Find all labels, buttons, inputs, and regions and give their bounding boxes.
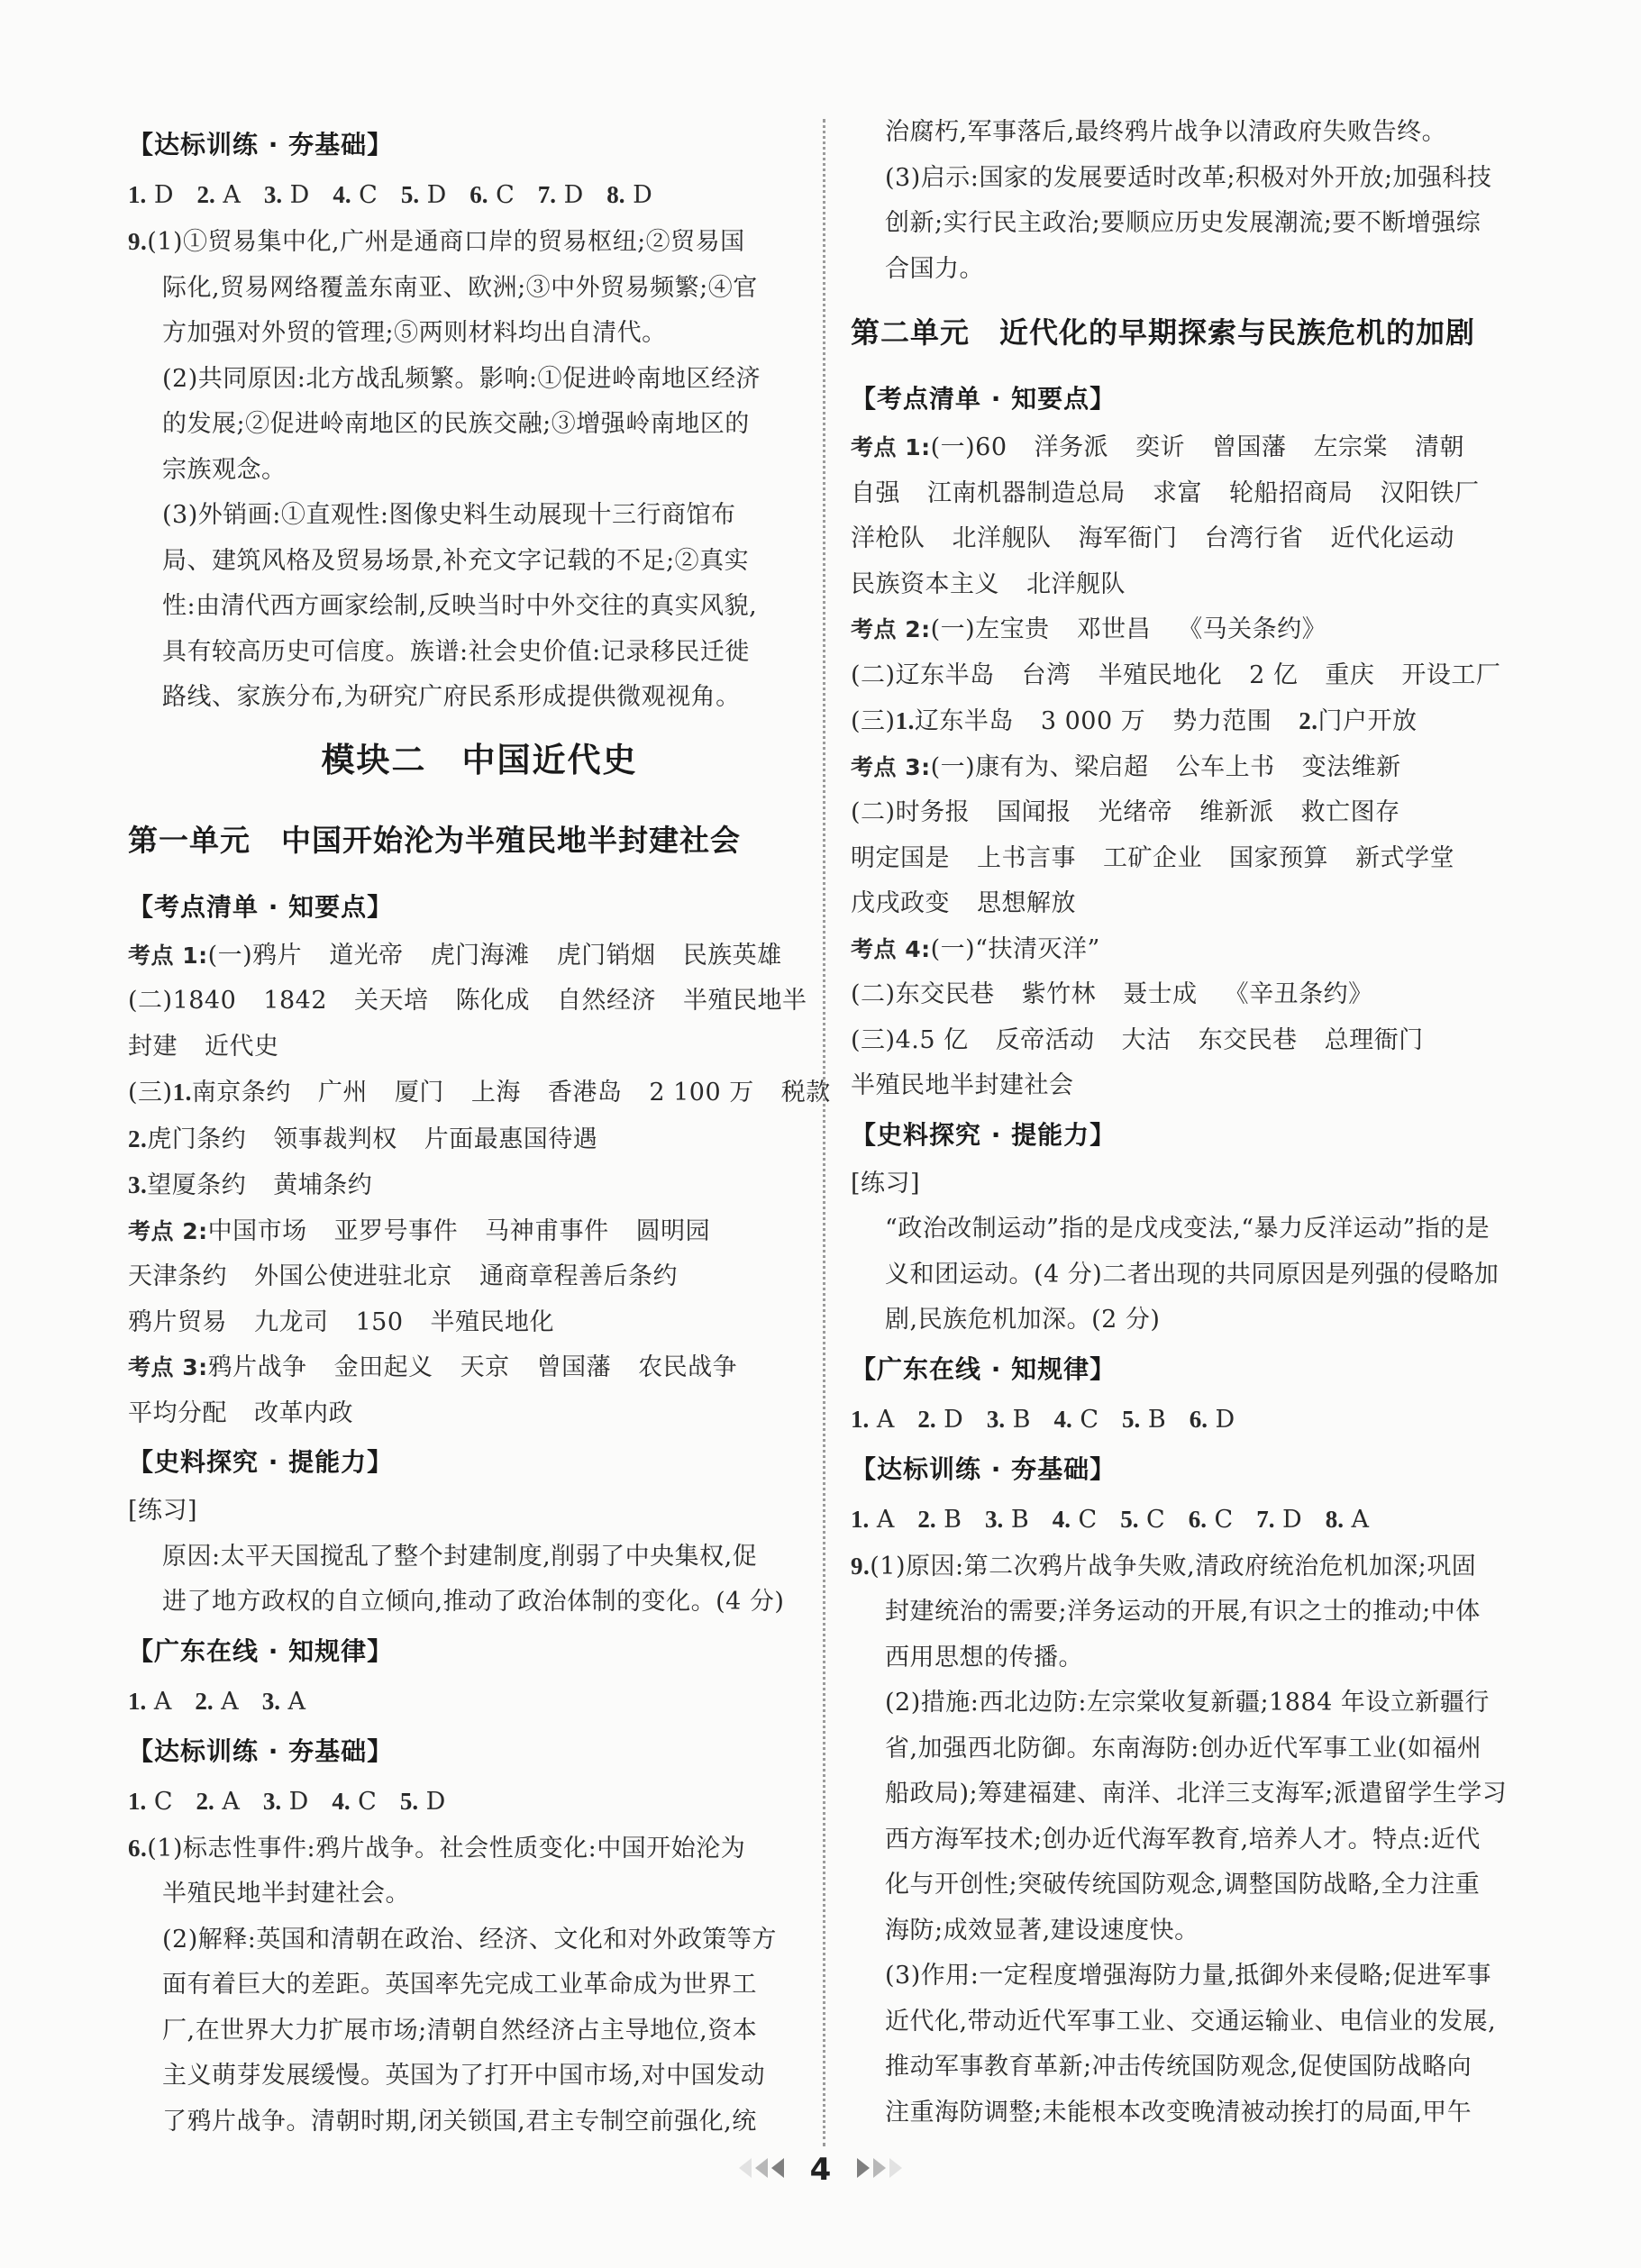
term: (一)康有为、梁启超 — [930, 752, 1149, 781]
answer-item: 2. A — [196, 181, 241, 209]
key-point-label: 考点 1: — [128, 942, 208, 969]
term: 新式学堂 — [1355, 843, 1454, 872]
section-heading-practice-basics: 【达标训练 · 夯基础】 — [128, 1735, 394, 1766]
term: 金田起义 — [333, 1353, 433, 1381]
term: 九龙司 — [254, 1307, 329, 1336]
answer-item: 3. B — [986, 1405, 1031, 1434]
section-heading-key-points: 【考点清单 · 知要点】 — [128, 891, 394, 922]
term: 北洋舰队 — [952, 524, 1052, 552]
answer-item: 5. D — [400, 181, 447, 209]
term: 2 亿 — [1249, 660, 1299, 689]
answer-item: 7. D — [1256, 1505, 1302, 1534]
answer-item: 1. D — [128, 181, 174, 209]
key-point-2 — [128, 1209, 831, 1255]
term: (一)左宝贵 — [930, 615, 1050, 643]
section-heading-guangdong-online: 【广东在线 · 知规律】 — [128, 1635, 394, 1666]
term: 平均分配 — [128, 1398, 227, 1427]
answer-text-line: 海防;成效显著,建设速度快。 — [885, 1916, 1199, 1945]
term: 税款 — [780, 1079, 831, 1107]
term: 曾国藩 — [536, 1353, 612, 1381]
key-point-label: 考点 4: — [851, 935, 931, 962]
practice-label: [练习] — [128, 1497, 198, 1525]
term: 国家预算 — [1229, 843, 1328, 872]
term: 公车上书 — [1175, 752, 1275, 781]
item-number: 2. — [1299, 707, 1318, 734]
term: 上海 — [470, 1079, 521, 1107]
term: 大沽 — [1121, 1025, 1171, 1054]
term: 变法维新 — [1301, 752, 1401, 781]
key-point-line — [128, 1254, 831, 1300]
term: 明定国是 — [851, 843, 950, 872]
term: 海军衙门 — [1078, 524, 1178, 552]
term: 维新派 — [1199, 798, 1274, 826]
term: (三)4.5 亿 — [851, 1025, 969, 1054]
term: 鸦片贸易 — [128, 1307, 227, 1336]
key-point-label: 考点 2: — [128, 1217, 208, 1244]
key-point-line — [128, 1070, 831, 1116]
item-number: 3. — [128, 1171, 148, 1198]
answer-text-line: (3)启示:国家的发展要适时改革;积极对外开放;加强科技 — [885, 163, 1492, 192]
term: 总理衙门 — [1324, 1025, 1424, 1054]
term: 重庆 — [1325, 660, 1375, 689]
term: (一)鸦片 — [207, 941, 303, 970]
key-point-1 — [128, 934, 831, 979]
answer-item: 6. C — [1188, 1505, 1234, 1534]
key-point-line — [851, 698, 1554, 745]
answer-item: 4. C — [1053, 1405, 1099, 1434]
answer-text-line: 的发展;②促进岭南地区的民族交融;③增强岭南地区的 — [162, 410, 750, 438]
term: 虎门海滩 — [430, 941, 530, 970]
term: 圆明园 — [635, 1216, 711, 1245]
right-arrows-icon — [855, 2158, 904, 2181]
section-heading-practice-basics: 【达标训练 · 夯基础】 — [128, 130, 394, 159]
answer-text-line: (3)作用:一定程度增强海防力量,抵御外来侵略;促进军事 — [885, 1962, 1492, 1990]
term: 轮船招商局 — [1229, 478, 1354, 507]
key-point-1 — [851, 425, 1554, 471]
term: 台湾行省 — [1204, 524, 1304, 552]
answer-list — [128, 1678, 831, 1726]
key-point-line — [851, 790, 1554, 836]
term: 近代化运动 — [1330, 524, 1454, 552]
key-point-label: 考点 3: — [128, 1354, 208, 1380]
term: 救亡图存 — [1300, 798, 1400, 826]
term: 北洋舰队 — [1026, 569, 1126, 598]
practice-label: [练习] — [851, 1169, 921, 1198]
answer-item: 1. A — [851, 1505, 895, 1534]
answer-item: 6. D — [1189, 1405, 1235, 1434]
term: 天津条约 — [128, 1262, 227, 1290]
term: 半殖民地半封建社会 — [851, 1071, 1074, 1099]
term: 洋枪队 — [851, 524, 925, 552]
key-point-line — [851, 881, 1554, 927]
answer-text-line: 具有较高历史可信度。族谱:社会史价值:记录移民迁徙 — [162, 637, 750, 666]
answer-item: 2. A — [195, 1687, 239, 1716]
key-point-4 — [851, 927, 1554, 973]
term: 黄埔条约 — [273, 1171, 373, 1199]
answer-item: 2. D — [917, 1405, 963, 1434]
answer-text-line: 合国力。 — [885, 254, 984, 283]
key-point-label: 考点 2: — [851, 616, 931, 642]
key-point-3 — [851, 745, 1554, 791]
key-point-line — [128, 979, 831, 1025]
answer-text-line: 半殖民地半封建社会。 — [162, 1880, 410, 1908]
term: (一)60 — [930, 433, 1007, 461]
answer-text-line: 船政局);筹建福建、南洋、北洋三支海军;派遣留学生学习 — [885, 1780, 1508, 1808]
key-point-line — [851, 1063, 1554, 1109]
term: 思想解放 — [977, 889, 1076, 917]
term: 聂士成 — [1123, 980, 1198, 1008]
answer-text-line: (2)共同原因:北方战乱频繁。影响:①促进岭南地区经济 — [162, 364, 761, 393]
term: 国闻报 — [997, 798, 1071, 826]
answer-text-line: 性:由清代西方画家绘制,反映当时中外交往的真实风貌, — [162, 592, 758, 620]
term: 150 — [355, 1307, 404, 1336]
answer-text-line: 注重海防调整;未能根本改变晚清被动挨打的局面,甲午 — [885, 2098, 1472, 2127]
term: 领事裁判权 — [273, 1125, 397, 1153]
answer-text-line: (2)解释:英国和清朝在政治、经济、文化和对外政策等方 — [162, 1925, 777, 1954]
term: 紫竹林 — [1021, 980, 1097, 1008]
answer-item: 8. A — [1325, 1505, 1370, 1534]
term: 广州 — [317, 1079, 368, 1107]
answer-item: 5. D — [399, 1787, 446, 1816]
item-number: 1. — [172, 1079, 192, 1106]
term: 反帝活动 — [995, 1025, 1095, 1054]
term: 2 100 万 — [649, 1079, 754, 1107]
term: 江南机器制造总局 — [927, 478, 1126, 507]
answer-item: 4. C — [332, 1787, 377, 1816]
module-title: 模块二 中国近代史 — [321, 740, 638, 779]
term: 门户开放 — [1317, 707, 1418, 735]
key-point-line — [851, 836, 1554, 882]
key-point-label: 考点 1: — [851, 434, 931, 460]
term: 开设工厂 — [1401, 660, 1501, 689]
key-point-line — [128, 1162, 831, 1209]
term: 《马关条约》 — [1178, 615, 1327, 643]
term: 厦门 — [394, 1079, 444, 1107]
key-point-3 — [128, 1345, 831, 1391]
section-heading-guangdong-online: 【广东在线 · 知规律】 — [851, 1353, 1117, 1384]
term: 外国公使进驻北京 — [254, 1262, 452, 1290]
page-number: 4 — [809, 2152, 832, 2188]
answer-text-line: 际化,贸易网络覆盖东南亚、欧洲;③中外贸易频繁;④官 — [162, 273, 758, 302]
sub-prefix: (三) — [128, 1079, 173, 1107]
left-arrows-icon — [737, 2158, 786, 2181]
right-column — [851, 110, 1554, 2136]
answer-item: 1. C — [128, 1787, 173, 1816]
term: 马神甫事件 — [485, 1216, 609, 1245]
term: 左宗棠 — [1313, 433, 1389, 461]
answer-text-line: (2)措施:西北边防:左宗棠收复新疆;1884 年设立新疆行 — [885, 1689, 1490, 1717]
term: 上书言事 — [977, 843, 1076, 872]
term: (二)时务报 — [851, 798, 971, 826]
term: 道光帝 — [329, 941, 404, 970]
term: 片面最惠国待遇 — [424, 1125, 598, 1153]
term: 民族资本主义 — [851, 569, 999, 598]
answer-item: 6. C — [470, 181, 515, 209]
practice-answer-line: 原因:太平天国搅乱了整个封建制度,削弱了中央集权,促 — [162, 1542, 758, 1571]
term: 自然经济 — [557, 987, 656, 1015]
term: 清朝 — [1415, 433, 1465, 461]
term: 邓世昌 — [1076, 615, 1152, 643]
key-point-line — [851, 471, 1554, 517]
answer-item: 3. A — [261, 1687, 306, 1716]
question-number: 9. — [851, 1552, 871, 1580]
section-heading-practice-basics: 【达标训练 · 夯基础】 — [851, 1453, 1117, 1484]
answer-text-line: 创新;实行民主政治;要顺应历史发展潮流;要不断增强综 — [885, 209, 1481, 237]
term: 亚罗号事件 — [333, 1216, 459, 1245]
key-point-line — [851, 562, 1554, 608]
term: 农民战争 — [638, 1353, 738, 1381]
term: 3 000 万 — [1040, 707, 1146, 735]
term: 近代史 — [205, 1032, 279, 1061]
question-number: 6. — [128, 1834, 148, 1862]
section-heading-source-analysis: 【史料探究 · 提能力】 — [851, 1119, 1117, 1150]
answer-item: 4. C — [1052, 1505, 1098, 1534]
term: 封建 — [128, 1032, 178, 1061]
term: 工矿企业 — [1103, 843, 1202, 872]
term: 通商章程善后条约 — [479, 1262, 678, 1290]
term: 南京条约 — [191, 1079, 291, 1107]
term: 民族英雄 — [682, 941, 782, 970]
key-point-line — [851, 972, 1554, 1018]
key-point-line — [128, 1300, 831, 1346]
left-column — [128, 119, 831, 2145]
question-9 — [851, 1544, 1554, 2136]
answer-text-line: (1)①贸易集中化,广州是通商口岸的贸易枢纽;②贸易国 — [147, 228, 745, 256]
term: 陈化成 — [455, 987, 530, 1015]
term: 辽东半岛 — [914, 707, 1014, 735]
sub-prefix: (三) — [851, 707, 896, 735]
term: 奕䜣 — [1135, 433, 1186, 461]
term: 天京 — [460, 1353, 510, 1381]
term: 虎门条约 — [147, 1125, 247, 1153]
term: 关天培 — [354, 987, 429, 1015]
answer-item: 1. A — [128, 1687, 172, 1716]
answer-list — [851, 1396, 1554, 1444]
key-point-label: 考点 3: — [851, 753, 931, 780]
term: 半殖民地半 — [683, 987, 807, 1015]
term: 洋务派 — [1034, 433, 1109, 461]
answer-item: 8. D — [606, 181, 652, 209]
answer-list — [851, 1496, 1554, 1544]
item-number: 2. — [128, 1125, 148, 1152]
answer-item: 5. C — [1120, 1505, 1165, 1534]
term: (二)东交民巷 — [851, 980, 995, 1008]
answer-item: 2. B — [917, 1505, 962, 1534]
practice-answer-line: “政治改制运动”指的是戊戌变法,“暴力反洋运动”指的是 — [885, 1215, 1491, 1243]
term: 鸦片战争 — [207, 1353, 307, 1381]
term: 望厦条约 — [147, 1171, 247, 1199]
answer-text-line: 方加强对外贸的管理;⑤两则材料均出自清代。 — [162, 319, 667, 347]
term: 自强 — [851, 478, 900, 507]
practice-answer-line: 剧,民族危机加深。(2 分) — [885, 1306, 1161, 1334]
answer-list — [128, 171, 831, 219]
term: 戊戌政变 — [851, 889, 950, 917]
question-6 — [128, 1826, 831, 2145]
term: (二)辽东半岛 — [851, 660, 995, 689]
key-point-line — [128, 1116, 831, 1163]
answer-text-line: 封建统治的需要;洋务运动的开展,有识之士的推动;中体 — [885, 1598, 1481, 1626]
answer-text-line: (3)外销画:①直观性:图像史料生动展现十三行商馆布 — [162, 501, 736, 529]
term: 虎门销烟 — [556, 941, 656, 970]
answer-text-line: (1)原因:第二次鸦片战争失败,清政府统治危机加深;巩固 — [870, 1552, 1477, 1580]
answer-text-line: (1)标志性事件:鸦片战争。社会性质变化:中国开始沦为 — [147, 1834, 746, 1863]
term: 1842 — [263, 987, 327, 1015]
term: 半殖民地化 — [430, 1307, 555, 1336]
practice-answer-line: 进了地方政权的自立倾向,推动了政治体制的变化。(4 分) — [162, 1588, 785, 1616]
section-heading-source-analysis: 【史料探究 · 提能力】 — [128, 1447, 394, 1477]
practice-answer-line: 义和团运动。(4 分)二者出现的共同原因是列强的侵略加 — [885, 1260, 1500, 1289]
term: 《辛丑条约》 — [1224, 980, 1373, 1008]
key-point-line — [851, 516, 1554, 562]
key-point-line — [128, 1391, 831, 1437]
answer-item: 5. B — [1122, 1405, 1166, 1434]
answer-text-line: 主义萌芽发展缓慢。英国为了打开中国市场,对中国发动 — [162, 2062, 766, 2090]
answer-item: 2. A — [196, 1787, 240, 1816]
term: (一)“扶清灭洋” — [930, 934, 1100, 963]
term: (二)1840 — [128, 987, 237, 1015]
term: 半殖民地化 — [1098, 660, 1223, 689]
answer-item: 7. D — [537, 181, 584, 209]
question-number: 9. — [128, 228, 148, 255]
answer-text-line: 近代化,带动近代军事工业、交通运输业、电信业的发展, — [885, 2007, 1497, 2036]
unit-title: 第二单元 近代化的早期探索与民族危机的加剧 — [851, 315, 1476, 350]
term: 香港岛 — [547, 1079, 623, 1107]
answer-text-line: 厂,在世界大力扩展市场;清朝自然经济占主导地位,资本 — [162, 2016, 758, 2045]
answer-item: 3. B — [985, 1505, 1029, 1534]
answer-text-line: 路线、家族分布,为研究广府民系形成提供微观视角。 — [162, 683, 741, 711]
answer-item: 4. C — [333, 181, 378, 209]
unit-title: 第一单元 中国开始沦为半殖民地半封建社会 — [128, 822, 741, 858]
term: 曾国藩 — [1212, 433, 1287, 461]
answer-item: 1. A — [851, 1405, 895, 1434]
term: 汉阳铁厂 — [1380, 478, 1480, 507]
answer-text-line: 推动军事教育革新;冲击传统国防观念,促使国防战略向 — [885, 2053, 1472, 2081]
answer-text-line: 局、建筑风格及贸易场景,补充文字记载的不足;②真实 — [162, 546, 750, 575]
key-point-line — [851, 653, 1554, 699]
answer-item: 3. D — [262, 1787, 309, 1816]
answer-text-line: 化与开创性;突破传统国防观念,调整国防战略,全力注重 — [885, 1871, 1481, 1899]
answer-text-line: 西方海军技术;创办近代海军教育,培养人才。特点:近代 — [885, 1825, 1481, 1854]
term: 改革内政 — [254, 1398, 353, 1427]
item-number: 1. — [895, 707, 915, 734]
term: 中国市场 — [207, 1216, 307, 1245]
answer-text-line: 西用思想的传播。 — [885, 1643, 1083, 1671]
term: 光绪帝 — [1098, 798, 1173, 826]
term: 台湾 — [1021, 660, 1071, 689]
key-point-2 — [851, 607, 1554, 653]
answer-text-line: 面有着巨大的差距。英国率先完成工业革命成为世界工 — [162, 1971, 757, 1999]
question-9 — [128, 219, 831, 721]
answer-list — [128, 1778, 831, 1826]
answer-text-line: 宗族观念。 — [162, 455, 287, 484]
page-footer — [0, 2152, 1641, 2188]
answer-text-line: 了鸦片战争。清朝时期,闭关锁国,君主专制空前强化,统 — [162, 2107, 757, 2136]
term: 东交民巷 — [1198, 1025, 1298, 1054]
key-point-line — [851, 1018, 1554, 1064]
term: 求富 — [1153, 478, 1202, 507]
term: 势力范围 — [1172, 707, 1272, 735]
answer-text-line: 省,加强西北防御。东南海防:创办近代军事工业(如福州 — [885, 1734, 1482, 1762]
answer-item: 3. D — [263, 181, 310, 209]
key-point-line — [128, 1025, 831, 1070]
answer-text-line: 治腐朽,军事落后,最终鸦片战争以清政府失败告终。 — [885, 118, 1447, 146]
section-heading-key-points: 【考点清单 · 知要点】 — [851, 384, 1117, 414]
